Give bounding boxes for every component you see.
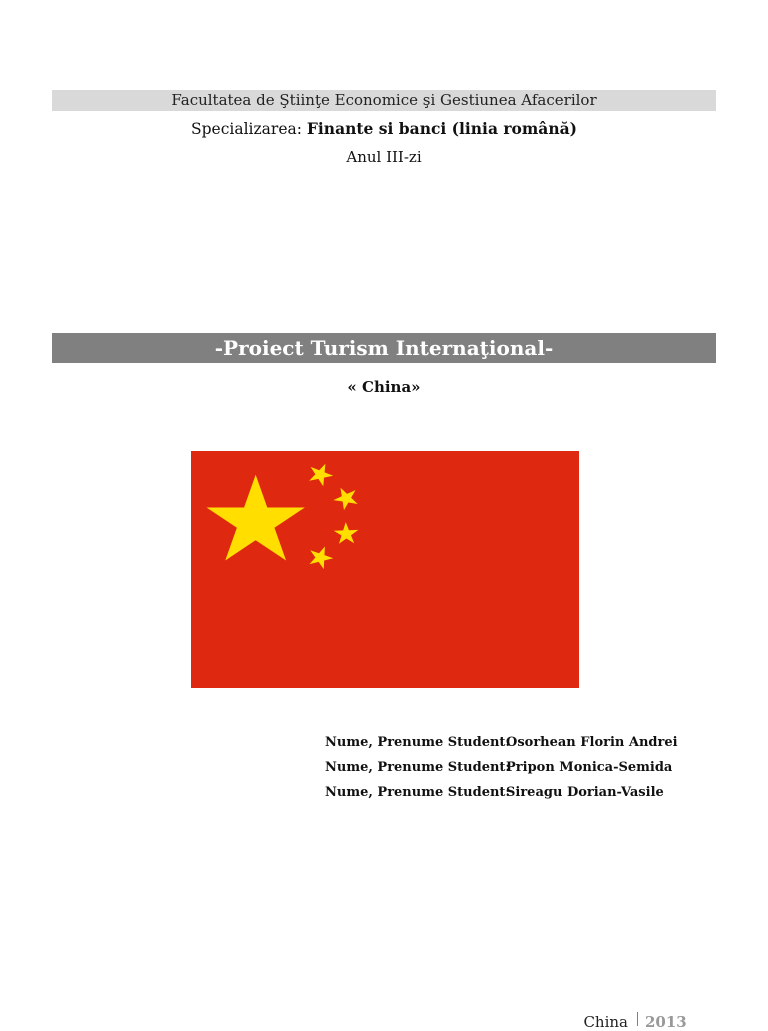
faculty-header [52,90,716,111]
china-flag-image [191,451,579,688]
project-country: « China» [347,378,421,396]
project-title: -Proiect Turism Internaţional- [52,333,716,363]
specialization-value: Finante si banci (linia română) [306,119,577,138]
student-label: Nume, Prenume Student: [325,785,511,800]
specialization-label: Specializarea: [191,120,302,138]
student-row [325,733,745,758]
student-name: Sireagu Dorian-Vasile [506,785,664,800]
students-list [325,733,745,808]
specialization-line [52,118,716,140]
student-label: Nume, Prenume Student: [325,760,511,775]
faculty-name: Facultatea de Ştiinţe Economice şi Gestiunea Afacerilor [171,91,597,109]
footer-country: China [583,1013,628,1031]
student-name: Osorhean Florin Andrei [506,735,678,750]
footer-year: 2013 [645,1013,687,1031]
student-row [325,783,745,808]
student-name: Pripon Monica-Semida [506,760,673,775]
student-row [325,758,745,783]
flag-background [191,451,579,688]
student-label: Nume, Prenume Student: [325,735,511,750]
study-year: Anul III-zi [346,148,422,166]
